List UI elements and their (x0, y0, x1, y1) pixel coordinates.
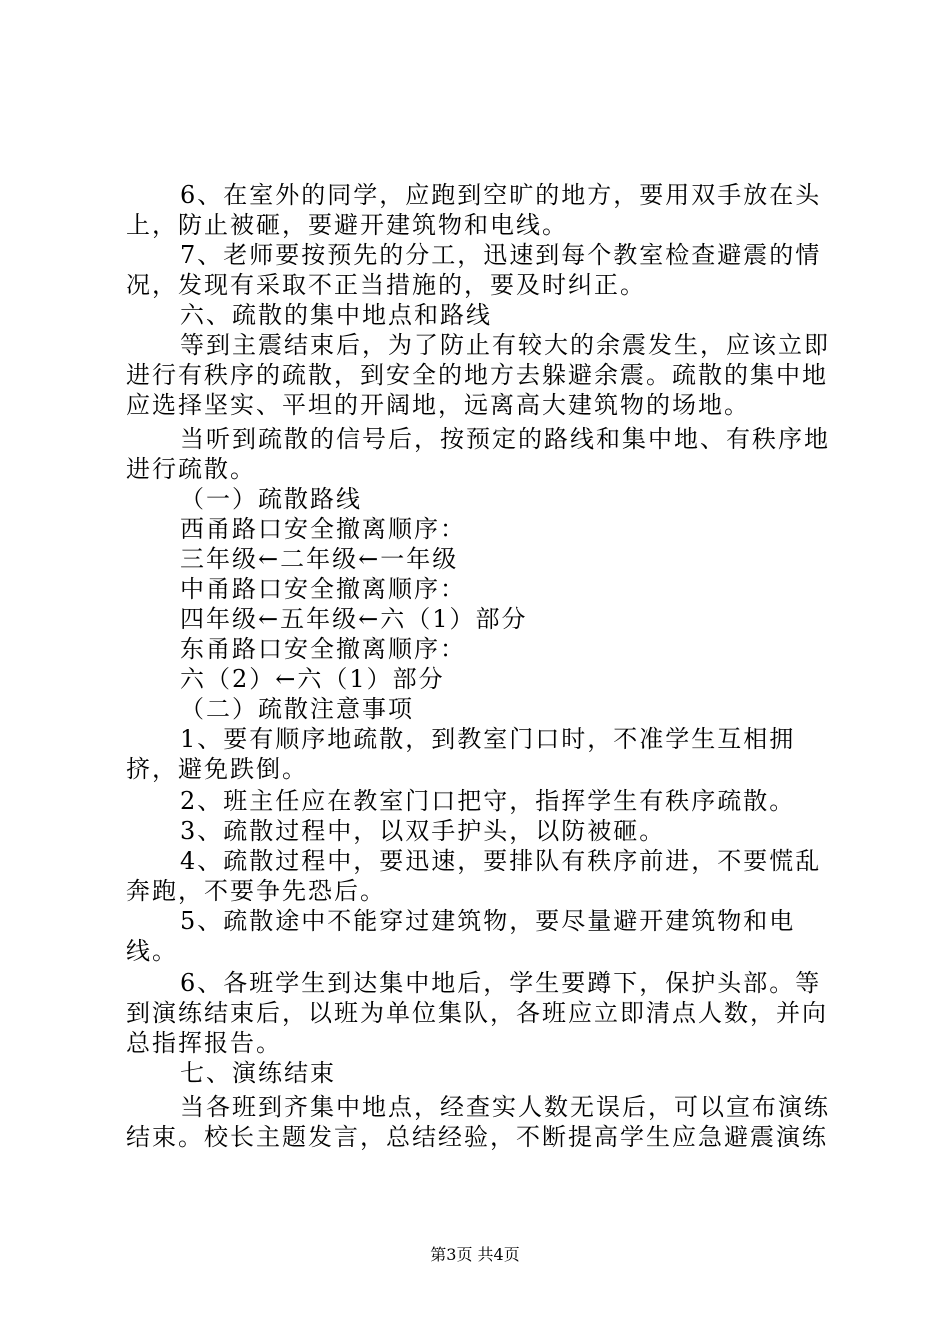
route-west-order: 三年级←二年级←一年级 (180, 545, 459, 573)
section-heading-7: 七、演练结束 (180, 1059, 336, 1087)
note-4: 4、疏散过程中，要迅速，要排队有秩序前进，不要慌乱奔跑，不要争先恐后。 (126, 847, 822, 905)
paragraph-final: 当各班到齐集中地点，经查实人数无误后，可以宣布演练结束。校长主题发言，总结经验，不断提高学生应急避震演练 (126, 1093, 830, 1151)
route-west-title: 西甬路口安全撤离顺序： (180, 515, 466, 543)
paragraph-4: 当听到疏散的信号后，按预定的路线和集中地、有秩序地进行疏散。 (126, 425, 830, 483)
paragraph-2: 7、老师要按预先的分工，迅速到每个教室检查避震的情况，发现有采取不正当措施的，要及时纠正。 (126, 241, 822, 299)
note-1: 1、要有顺序地疏散，到教室门口时，不准学生互相拥挤，避免跌倒。 (126, 725, 796, 783)
note-2: 2、班主任应在教室门口把守，指挥学生有秩序疏散。 (180, 787, 796, 815)
paragraph-1: 6、在室外的同学，应跑到空旷的地方，要用双手放在头上，防止被砸，要避开建筑物和电线。 (126, 181, 822, 239)
section-heading-6: 六、疏散的集中地点和路线 (180, 301, 492, 329)
route-east-order: 六（2）←六（1）部分 (180, 665, 445, 693)
subheading-notes: （二）疏散注意事项 (180, 695, 414, 723)
page-footer: 第3页 共4页 (430, 1245, 520, 1264)
paragraph-3: 等到主震结束后，为了防止有较大的余震发生，应该立即进行有秩序的疏散，到安全的地方去躲避余震。疏散的集中地应选择坚实、平坦的开阔地，远离高大建筑物的场地。 (126, 331, 830, 419)
route-middle-order: 四年级←五年级←六（1）部分 (180, 605, 528, 633)
note-6: 6、各班学生到达集中地后，学生要蹲下，保护头部。等到演练结束后，以班为单位集队，各班应立即清点人数，并向总指挥报告。 (126, 969, 828, 1057)
route-east-title: 东甬路口安全撤离顺序： (180, 635, 466, 663)
route-middle-title: 中甬路口安全撤离顺序： (180, 575, 466, 603)
note-3: 3、疏散过程中，以双手护头，以防被砸。 (180, 817, 666, 845)
note-5: 5、疏散途中不能穿过建筑物，要尽量避开建筑物和电线。 (126, 907, 796, 965)
subheading-routes: （一）疏散路线 (180, 485, 362, 513)
